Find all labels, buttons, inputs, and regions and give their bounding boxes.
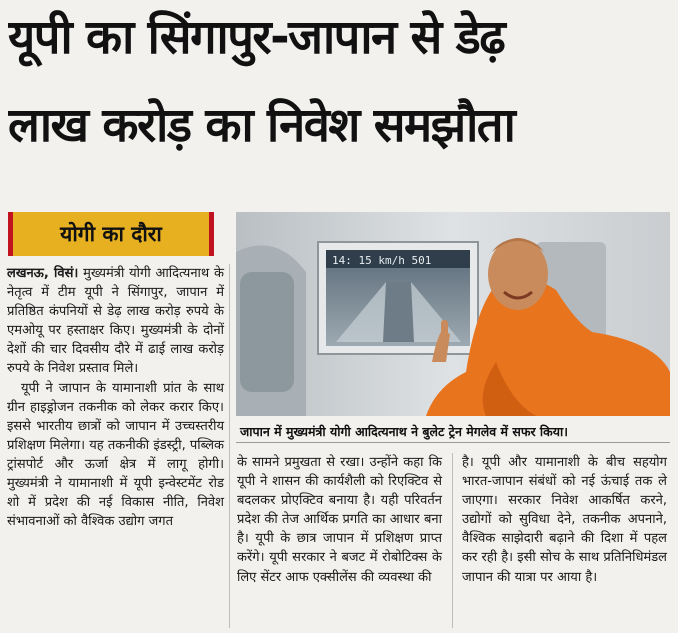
caption-rule: [236, 442, 670, 443]
photo-illustration: [236, 212, 670, 416]
article-column-2: [237, 453, 442, 587]
section-tag: योगी का दौरा: [8, 212, 214, 256]
cabin-window: [240, 272, 294, 392]
news-photo: [236, 212, 670, 416]
headline-line-2: लाख करोड़ का निवेश समझौता: [8, 98, 515, 153]
column-3-text: है। यूपी और यामानाशी के बीच सहयोग भारत-जापान संबंधों को नई ऊंचाई तक ले जाएगा। सरकार निवेश आकर्षित करने, उद्योगों को सुविधा देने, तकनीक अपनाने, वैश्विक साझेदारी बढ़ाने की दिशा में पहल कर रही है। इसी सोच के साथ प्रतिनिधिमंडल जापान की यात्रा पर आया है।: [462, 455, 667, 585]
article-column-3: [462, 453, 667, 587]
article-paragraph-2: यूपी ने जापान के यामानाशी प्रांत के साथ ग्रीन हाइड्रोजन तकनीक को लेकर करार किए। इससे भारतीय छात्रों को जापान में उच्चस्तरीय प्रशिक्षण मिलेगा। यह तकनीकी इंडस्ट्री, पब्लिक ट्रांसपोर्ट और ऊर्जा क्षेत्र में लागू होगी। मुख्यमंत्री ने यामानाशी में यूपी इन्वेस्टमेंट रोड शो में प्रदेश की नई विकास नीति, निवेश संभावनाओं को वैश्विक उद्योग जगत: [7, 380, 224, 530]
article-column-1: [7, 264, 224, 531]
column-2-text: के सामने प्रमुखता से रखा। उन्होंने कहा कि यूपी ने शासन की कार्यशैली को रिएक्टिव से बदलकर प्रोएक्टिव बनाया है। यही परिवर्तन प्रदेश की तेज आर्थिक प्रगति का आधार बना है। यूपी के छात्र जापान में प्रशिक्षण प्राप्त करेंगे। यूपी सरकार ने बजट में रोबोटिक्स के लिए सेंटर आफ एक्सीलेंस की व्यवस्था की: [237, 455, 442, 585]
speed-readout: 14: 15 km/h 501: [332, 254, 432, 267]
article-paragraph-1: [7, 264, 224, 379]
photo-caption: जापान में मुख्यमंत्री योगी आदित्यनाथ ने बुलेट ट्रेन मेगलेव में सफर किया।: [240, 424, 568, 439]
column-divider-2: [452, 453, 453, 628]
column-divider-1: [229, 264, 230, 628]
dateline: लखनऊ, विसं।: [7, 266, 79, 281]
paragraph-1-text: मुख्यमंत्री योगी आदित्यनाथ के नेतृत्व में टीम यूपी ने सिंगापुर, जापान में प्रतिष्ठित कंपनियों से डेढ़ लाख करोड़ रुपये के एमओयू पर हस्ताक्षर किए। मुख्यमंत्री के दोनों देशों की चार दिवसीय दौरे में ढाई लाख करोड़ रुपये के निवेश प्रस्ताव मिले।: [7, 266, 224, 377]
headline-line-1: यूपी का सिंगापुर-जापान से डेढ़: [8, 10, 505, 65]
